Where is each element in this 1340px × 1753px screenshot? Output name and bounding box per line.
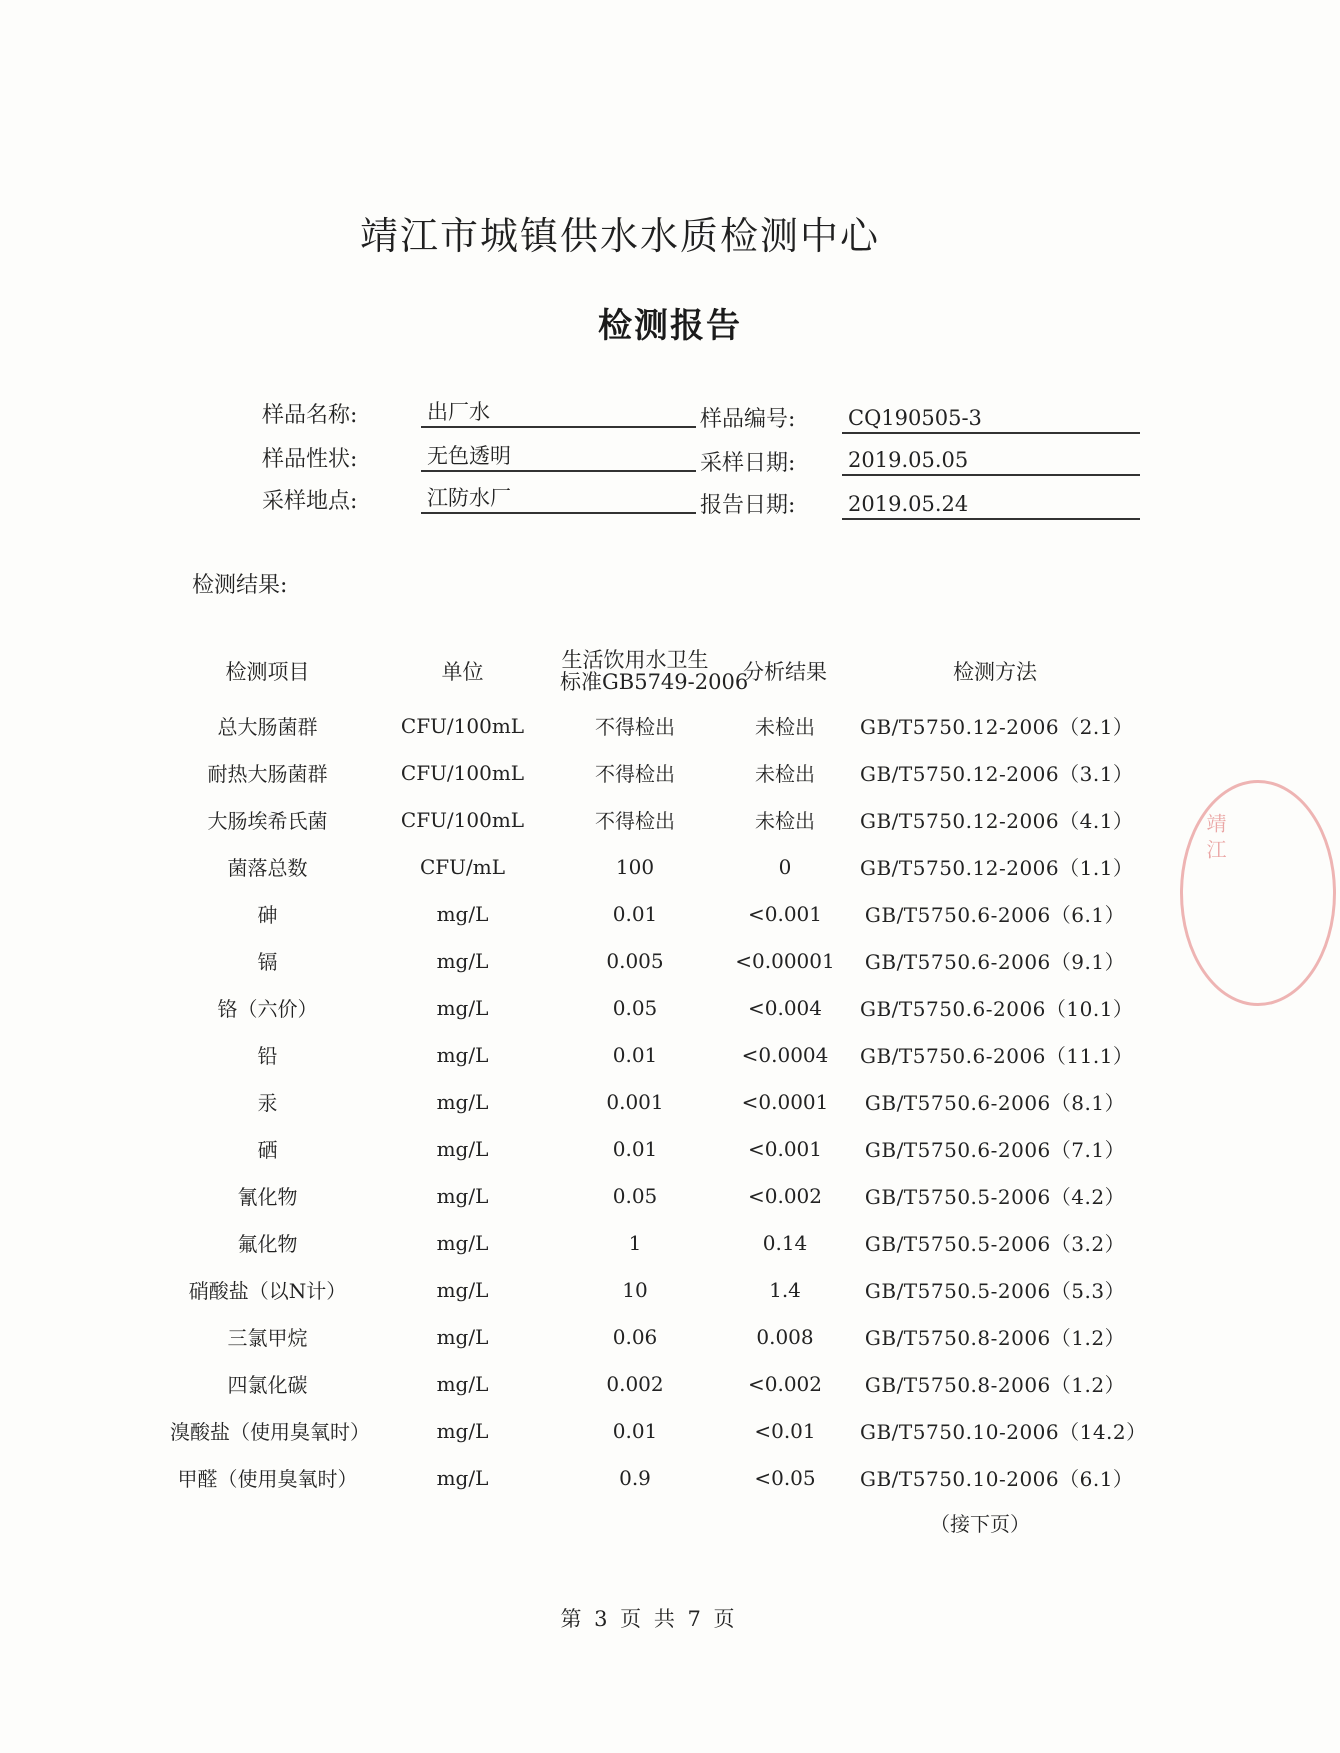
cell-unit: mg/L (436, 1042, 489, 1067)
cell-method: GB/T5750.6-2006（6.1） (864, 903, 1126, 927)
cell-standard: 0.01 (612, 1136, 658, 1161)
sampling-date-label: 采样日期: (700, 451, 796, 476)
cell-standard: 不得检出 (595, 762, 675, 786)
cell-result: 0.14 (762, 1230, 808, 1255)
sample-name-label: 样品名称: (262, 403, 358, 428)
cell-method: GB/T5750.6-2006（8.1） (864, 1091, 1126, 1115)
cell-item: 铅 (257, 1044, 278, 1068)
cell-method: GB/T5750.12-2006（3.1） (860, 762, 1134, 786)
cell-item: 硝酸盐（以N计） (188, 1279, 347, 1303)
table-row (170, 1313, 1130, 1360)
cell-result: 0 (778, 854, 792, 879)
cell-result: 未检出 (755, 762, 815, 786)
results-table (170, 640, 1147, 1501)
cell-method: GB/T5750.10-2006（6.1） (860, 1467, 1134, 1491)
sample-state-label: 样品性状: (262, 447, 358, 472)
cell-standard: 不得检出 (595, 715, 675, 739)
sampling-date-value: 2019.05.05 (842, 446, 1140, 476)
report-title: 检测报告 (598, 306, 742, 346)
cell-standard: 0.01 (612, 1418, 658, 1443)
table-row (170, 702, 1130, 749)
results-label: 检测结果: (192, 573, 288, 598)
cell-result: <0.001 (747, 901, 822, 926)
cell-unit: mg/L (436, 1324, 489, 1349)
cell-result: <0.00001 (735, 948, 835, 973)
cell-result: <0.05 (754, 1465, 816, 1490)
cell-item: 大肠埃希氏菌 (207, 809, 328, 833)
cell-result: <0.004 (747, 995, 822, 1020)
cell-standard: 1 (628, 1230, 642, 1255)
table-row (170, 1454, 1130, 1501)
cell-method: GB/T5750.5-2006（3.2） (864, 1232, 1126, 1256)
cell-item: 四氯化碳 (227, 1373, 308, 1397)
page-number: 第 3 页 共 7 页 (560, 1607, 735, 1631)
cell-standard: 0.06 (612, 1324, 658, 1349)
results-body (170, 702, 1147, 1501)
header-standard (560, 640, 749, 702)
report-date-value: 2019.05.24 (842, 490, 1140, 520)
cell-method: GB/T5750.6-2006（9.1） (864, 950, 1126, 974)
cell-item: 菌落总数 (227, 856, 308, 880)
header-unit: 单位 (441, 660, 484, 684)
cell-method: GB/T5750.10-2006（14.2） (860, 1420, 1147, 1444)
cell-method: GB/T5750.8-2006（1.2） (864, 1326, 1126, 1350)
cell-unit: mg/L (436, 1465, 489, 1490)
cell-method: GB/T5750.6-2006（10.1） (860, 997, 1134, 1021)
cell-result: 0.008 (756, 1324, 814, 1349)
header-standard-line1: 生活饮用水卫生 (561, 648, 709, 672)
red-seal-stamp (1180, 780, 1336, 1006)
cell-result: <0.0004 (741, 1042, 829, 1067)
cell-method: GB/T5750.12-2006（1.1） (860, 856, 1134, 880)
table-header-row (170, 640, 1130, 702)
cell-standard: 0.01 (612, 901, 658, 926)
sampling-location-label: 采样地点: (262, 489, 358, 514)
cell-result: 1.4 (769, 1277, 801, 1302)
cell-method: GB/T5750.6-2006（11.1） (860, 1044, 1134, 1068)
cell-item: 汞 (257, 1091, 278, 1115)
seal-text: 靖江 (1203, 813, 1227, 865)
cell-method: GB/T5750.12-2006（4.1） (860, 809, 1134, 833)
sampling-location-value: 江防水厂 (421, 484, 696, 514)
cell-standard: 10 (622, 1277, 648, 1302)
cell-standard: 100 (615, 854, 655, 879)
cell-unit: CFU/100mL (400, 807, 525, 832)
cell-standard: 0.9 (619, 1465, 651, 1490)
cell-item: 铬（六价） (217, 997, 318, 1021)
cell-unit: mg/L (436, 1136, 489, 1161)
cell-item: 甲醛（使用臭氧时） (177, 1467, 358, 1491)
cell-standard: 0.05 (612, 995, 658, 1020)
header-result: 分析结果 (743, 660, 827, 684)
table-row (170, 796, 1130, 843)
cell-unit: mg/L (436, 1089, 489, 1114)
sample-name-value: 出厂水 (421, 398, 696, 428)
sample-number-value: CQ190505-3 (842, 404, 1140, 434)
cell-result: <0.002 (747, 1183, 822, 1208)
cell-item: 氰化物 (237, 1185, 298, 1209)
cell-unit: mg/L (436, 995, 489, 1020)
cell-item: 氟化物 (237, 1232, 298, 1256)
cell-method: GB/T5750.5-2006（4.2） (864, 1185, 1126, 1209)
cell-unit: mg/L (436, 1183, 489, 1208)
cell-method: GB/T5750.6-2006（7.1） (864, 1138, 1126, 1162)
table-row (170, 1172, 1130, 1219)
cell-standard: 不得检出 (595, 809, 675, 833)
cell-result: 未检出 (755, 809, 815, 833)
header-standard-line2: 标准GB5749-2006 (560, 670, 749, 694)
cell-method: GB/T5750.8-2006（1.2） (864, 1373, 1126, 1397)
cell-result: <0.0001 (741, 1089, 829, 1114)
cell-standard: 0.005 (606, 948, 664, 973)
table-row (170, 984, 1130, 1031)
table-row (170, 937, 1130, 984)
cell-standard: 0.001 (606, 1089, 664, 1114)
cell-item: 硒 (257, 1138, 278, 1162)
table-row (170, 1125, 1130, 1172)
cell-result: <0.001 (747, 1136, 822, 1161)
cell-result: 未检出 (755, 715, 815, 739)
cell-standard: 0.05 (612, 1183, 658, 1208)
header-method: 检测方法 (953, 660, 1037, 684)
cell-result: <0.002 (747, 1371, 822, 1396)
cell-method: GB/T5750.5-2006（5.3） (864, 1279, 1126, 1303)
cell-item: 三氯甲烷 (227, 1326, 308, 1350)
cell-item: 溴酸盐（使用臭氧时） (170, 1420, 370, 1444)
table-row (170, 843, 1130, 890)
cell-unit: mg/L (436, 1230, 489, 1255)
cell-unit: mg/L (436, 948, 489, 973)
table-row (170, 1266, 1130, 1313)
table-row (170, 749, 1130, 796)
sample-number-label: 样品编号: (700, 407, 796, 432)
cell-item: 耐热大肠菌群 (207, 762, 328, 786)
cell-unit: CFU/100mL (400, 760, 525, 785)
cell-result: <0.01 (754, 1418, 816, 1443)
report-date-label: 报告日期: (700, 493, 796, 518)
header-item: 检测项目 (225, 660, 310, 684)
cell-standard: 0.002 (606, 1371, 664, 1396)
table-row (170, 1407, 1130, 1454)
continued-note: （接下页） (930, 1512, 1030, 1536)
cell-unit: mg/L (436, 1277, 489, 1302)
cell-unit: CFU/mL (419, 854, 506, 879)
cell-item: 镉 (257, 950, 278, 974)
table-row (170, 890, 1130, 937)
cell-unit: CFU/100mL (400, 713, 525, 738)
cell-unit: mg/L (436, 901, 489, 926)
table-row (170, 1031, 1130, 1078)
cell-unit: mg/L (436, 1418, 489, 1443)
organization-title: 靖江市城镇供水水质检测中心 (359, 214, 880, 258)
table-row (170, 1219, 1130, 1266)
cell-standard: 0.01 (612, 1042, 658, 1067)
cell-item: 总大肠菌群 (217, 715, 318, 739)
table-row (170, 1078, 1130, 1125)
cell-unit: mg/L (436, 1371, 489, 1396)
cell-method: GB/T5750.12-2006（2.1） (860, 715, 1134, 739)
table-row (170, 1360, 1130, 1407)
cell-item: 砷 (257, 903, 278, 927)
sample-state-value: 无色透明 (421, 442, 696, 472)
